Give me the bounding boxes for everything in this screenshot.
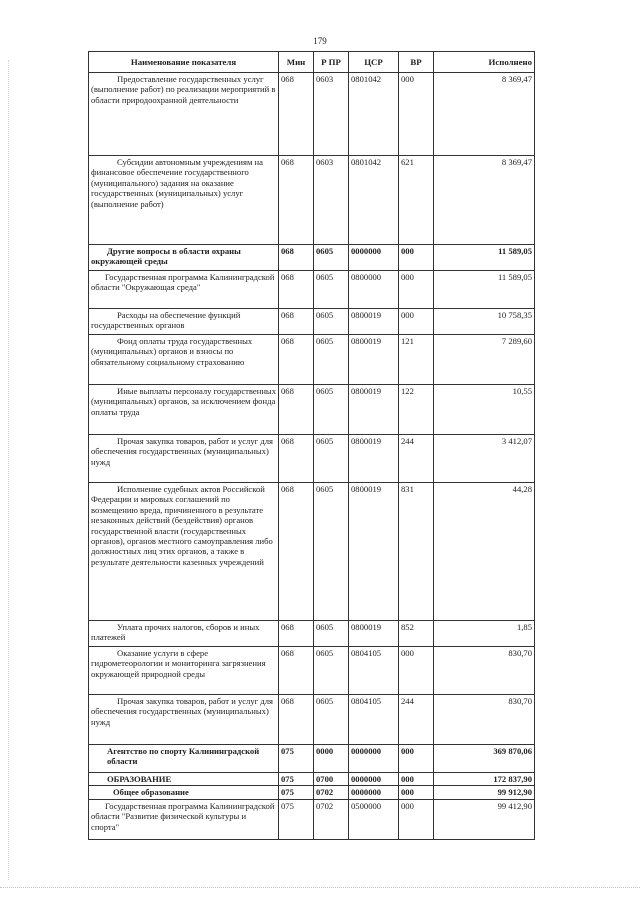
row-name: Прочая закупка товаров, работ и услуг для обеспечения государственных (муниципальных) нужд [89,695,279,745]
row-amount: 7 289,60 [434,335,535,385]
table-header-row [89,52,535,73]
row-amount: 1,85 [434,621,535,647]
table-row [89,786,535,799]
row-min: 068 [279,385,314,435]
row-min: 075 [279,745,314,773]
row-name: ОБРАЗОВАНИЕ [89,773,279,786]
row-amount: 99 912,90 [434,786,535,799]
table-row [89,621,535,647]
row-min: 068 [279,309,314,335]
row-vr: 000 [399,73,434,156]
row-csr: 0000000 [349,745,399,773]
row-rpr: 0605 [314,695,349,745]
row-vr: 000 [399,773,434,786]
row-min: 068 [279,245,314,271]
row-rpr: 0605 [314,385,349,435]
row-rpr: 0605 [314,335,349,385]
row-vr: 000 [399,647,434,695]
header-amount: Исполнено [434,52,535,73]
row-rpr: 0702 [314,799,349,839]
row-vr: 121 [399,335,434,385]
table-row [89,156,535,245]
header-csr: ЦСР [349,52,399,73]
header-rpr: Р ПР [314,52,349,73]
header-name: Наименование показателя [89,52,279,73]
row-csr: 0000000 [349,786,399,799]
row-name: Агентство по спорту Калининградской области [89,745,279,773]
row-rpr: 0603 [314,156,349,245]
table-row [89,245,535,271]
row-csr: 0800019 [349,435,399,483]
row-min: 068 [279,435,314,483]
row-amount: 44,28 [434,483,535,621]
scan-artifact-bottom [0,887,640,890]
row-vr: 000 [399,271,434,309]
row-amount: 3 412,07 [434,435,535,483]
row-rpr: 0605 [314,245,349,271]
row-vr: 244 [399,435,434,483]
table-row [89,385,535,435]
row-rpr: 0603 [314,73,349,156]
table-row [89,773,535,786]
row-csr: 0500000 [349,799,399,839]
table-row [89,435,535,483]
table-row [89,309,535,335]
row-csr: 0804105 [349,695,399,745]
row-name: Общее образование [89,786,279,799]
table-row [89,73,535,156]
row-csr: 0800019 [349,385,399,435]
row-vr: 000 [399,309,434,335]
row-rpr: 0700 [314,773,349,786]
table-row [89,745,535,773]
row-name: Прочая закупка товаров, работ и услуг для обеспечения государственных (муниципальных) нужд [89,435,279,483]
row-name: Другие вопросы в области охраны окружающей среды [89,245,279,271]
row-vr: 244 [399,695,434,745]
budget-table [88,51,535,840]
row-min: 068 [279,156,314,245]
row-rpr: 0605 [314,483,349,621]
row-name: Предоставление государственных услуг (выполнение работ) по реализации мероприятий в области природоохранной деятельности [89,73,279,156]
row-rpr: 0605 [314,309,349,335]
row-csr: 0800019 [349,621,399,647]
row-name: Уплата прочих налогов, сборов и иных платежей [89,621,279,647]
table-row [89,647,535,695]
row-rpr: 0605 [314,435,349,483]
row-csr: 0801042 [349,156,399,245]
row-min: 075 [279,773,314,786]
row-rpr: 0605 [314,647,349,695]
row-amount: 8 369,47 [434,156,535,245]
row-csr: 0800019 [349,335,399,385]
table-row [89,695,535,745]
row-amount: 830,70 [434,647,535,695]
row-min: 068 [279,335,314,385]
header-min: Мин [279,52,314,73]
row-vr: 852 [399,621,434,647]
row-amount: 369 870,06 [434,745,535,773]
row-vr: 621 [399,156,434,245]
row-name: Оказание услуги в сфере гидрометеорологии и мониторинга загрязнения окружающей природной среды [89,647,279,695]
row-rpr: 0605 [314,271,349,309]
row-vr: 831 [399,483,434,621]
row-amount: 830,70 [434,695,535,745]
row-vr: 000 [399,245,434,271]
row-name: Расходы на обеспечение функций государственных органов [89,309,279,335]
row-csr: 0804105 [349,647,399,695]
row-csr: 0801042 [349,73,399,156]
row-amount: 10,55 [434,385,535,435]
row-name: Государственная программа Калининградской области "Окружающая среда" [89,271,279,309]
row-csr: 0800019 [349,309,399,335]
table-row [89,271,535,309]
table-row [89,799,535,839]
row-rpr: 0000 [314,745,349,773]
row-vr: 000 [399,745,434,773]
row-min: 068 [279,483,314,621]
page-number: 179 [313,36,327,46]
row-min: 068 [279,647,314,695]
row-rpr: 0702 [314,786,349,799]
row-min: 075 [279,786,314,799]
row-vr: 000 [399,799,434,839]
row-name: Исполнение судебных актов Российской Федерации и мировых соглашений по возмещению вреда, причиненного в результате незаконных действий (бездействия) органов государственной власти (государственных органов), органов местного самоуправления либо должностных лиц этих органов, а также в результате деятельности казенных учреждений [89,483,279,621]
row-amount: 172 837,90 [434,773,535,786]
row-min: 068 [279,621,314,647]
row-vr: 000 [399,786,434,799]
row-name: Субсидии автономным учреждениям на финансовое обеспечение государственного (муниципального) задания на оказание государственных (муниципальных) услуг (выполнение работ) [89,156,279,245]
row-csr: 0800000 [349,271,399,309]
row-amount: 8 369,47 [434,73,535,156]
table-row [89,483,535,621]
row-amount: 10 758,35 [434,309,535,335]
row-amount: 11 589,05 [434,245,535,271]
row-min: 068 [279,695,314,745]
row-csr: 0800019 [349,483,399,621]
row-rpr: 0605 [314,621,349,647]
row-vr: 122 [399,385,434,435]
scan-artifact-margin [8,60,10,880]
row-amount: 11 589,05 [434,271,535,309]
row-csr: 0000000 [349,245,399,271]
row-min: 068 [279,73,314,156]
row-csr: 0000000 [349,773,399,786]
row-name: Иные выплаты персоналу государственных (муниципальных) органов, за исключением фонда оплаты труда [89,385,279,435]
header-vr: ВР [399,52,434,73]
row-amount: 99 412,90 [434,799,535,839]
row-min: 068 [279,271,314,309]
row-name: Государственная программа Калининградской области "Развитие физической культуры и спорта" [89,799,279,839]
row-name: Фонд оплаты труда государственных (муниципальных) органов и взносы по обязательному социальному страхованию [89,335,279,385]
row-min: 075 [279,799,314,839]
table-row [89,335,535,385]
